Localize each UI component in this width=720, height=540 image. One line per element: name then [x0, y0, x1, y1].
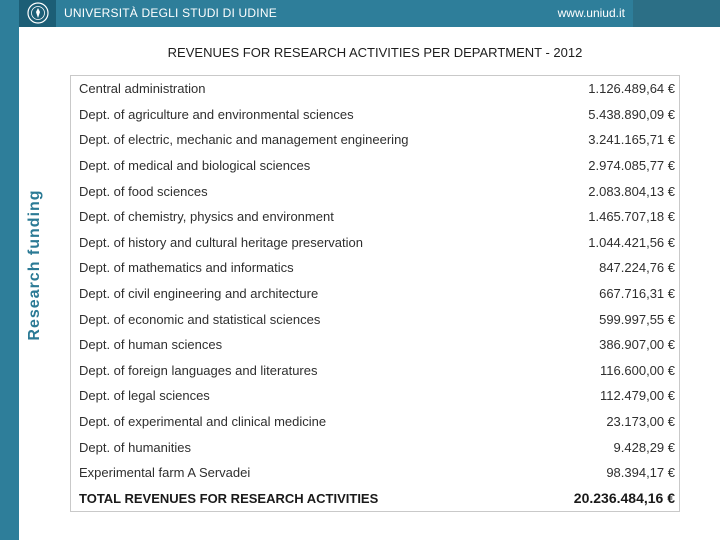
table-row	[71, 332, 679, 358]
table-row	[71, 409, 679, 435]
table-row	[71, 383, 679, 409]
revenue-value: 1.044.421,56 €	[588, 234, 675, 250]
department-label: Dept. of experimental and clinical medicine	[79, 414, 327, 430]
total-value: 20.236.484,16 €	[573, 490, 675, 507]
table-row	[71, 306, 679, 332]
sidebar-stripe	[0, 27, 19, 540]
department-label: Experimental farm A Servadei	[79, 465, 251, 481]
revenue-value: 2.083.804,13 €	[588, 183, 675, 199]
department-label: Dept. of medical and biological sciences	[79, 158, 311, 174]
page-title: REVENUES FOR RESEARCH ACTIVITIES PER DEPARTMENT - 2012	[167, 45, 583, 60]
logo-box	[19, 0, 56, 27]
revenue-value: 9.428,29 €	[613, 439, 675, 455]
table-row	[71, 434, 679, 460]
department-label: Dept. of economic and statistical sciences	[79, 311, 321, 327]
department-label: Dept. of civil engineering and architecture	[79, 286, 319, 302]
revenue-value: 847.224,76 €	[599, 260, 675, 276]
table-row	[71, 204, 679, 230]
sidebar-label: Research funding	[26, 189, 43, 341]
department-label: Dept. of foreign languages and literatures	[79, 362, 318, 378]
table-row	[71, 358, 679, 384]
university-seal-icon	[27, 2, 49, 24]
revenue-value: 386.907,00 €	[599, 337, 675, 353]
table-row	[71, 153, 679, 179]
revenue-value: 3.241.165,71 €	[588, 132, 675, 148]
department-label: Dept. of chemistry, physics and environment	[79, 209, 334, 225]
department-label: Dept. of electric, mechanic and management engineering	[79, 132, 409, 148]
revenue-value: 1.126.489,64 €	[588, 81, 675, 97]
revenue-value: 112.479,00 €	[600, 388, 675, 404]
website-link[interactable]: www.uniud.it	[557, 6, 625, 20]
department-label: Dept. of humanities	[79, 439, 192, 455]
revenue-value: 2.974.085,77 €	[588, 158, 675, 174]
table-row	[71, 460, 679, 486]
department-label: Central administration	[79, 81, 206, 97]
total-label: TOTAL REVENUES FOR RESEARCH ACTIVITIES	[79, 490, 379, 506]
department-label: Dept. of human sciences	[79, 337, 223, 353]
table-row	[71, 76, 679, 102]
department-label: Dept. of mathematics and informatics	[79, 260, 294, 276]
table-row	[71, 102, 679, 128]
table-row	[71, 127, 679, 153]
department-label: Dept. of food sciences	[79, 183, 208, 199]
revenue-value: 116.600,00 €	[600, 362, 675, 378]
table-row	[71, 255, 679, 281]
header-corner-block	[633, 0, 720, 27]
table-row	[71, 281, 679, 307]
revenue-value: 667.716,31 €	[599, 286, 675, 302]
revenue-value: 599.997,55 €	[599, 311, 675, 327]
department-label: Dept. of history and cultural heritage preservation	[79, 234, 363, 250]
table-row	[71, 230, 679, 256]
total-row	[71, 486, 679, 512]
department-label: Dept. of agriculture and environmental sciences	[79, 106, 354, 122]
revenue-value: 98.394,17 €	[606, 465, 675, 481]
table-row	[71, 178, 679, 204]
revenue-table	[70, 75, 680, 512]
university-name: UNIVERSITÀ DEGLI STUDI DI UDINE	[64, 6, 277, 20]
revenue-value: 5.438.890,09 €	[588, 106, 675, 122]
revenue-value: 1.465.707,18 €	[588, 209, 675, 225]
department-label: Dept. of legal sciences	[79, 388, 210, 404]
revenue-value: 23.173,00 €	[606, 414, 675, 430]
